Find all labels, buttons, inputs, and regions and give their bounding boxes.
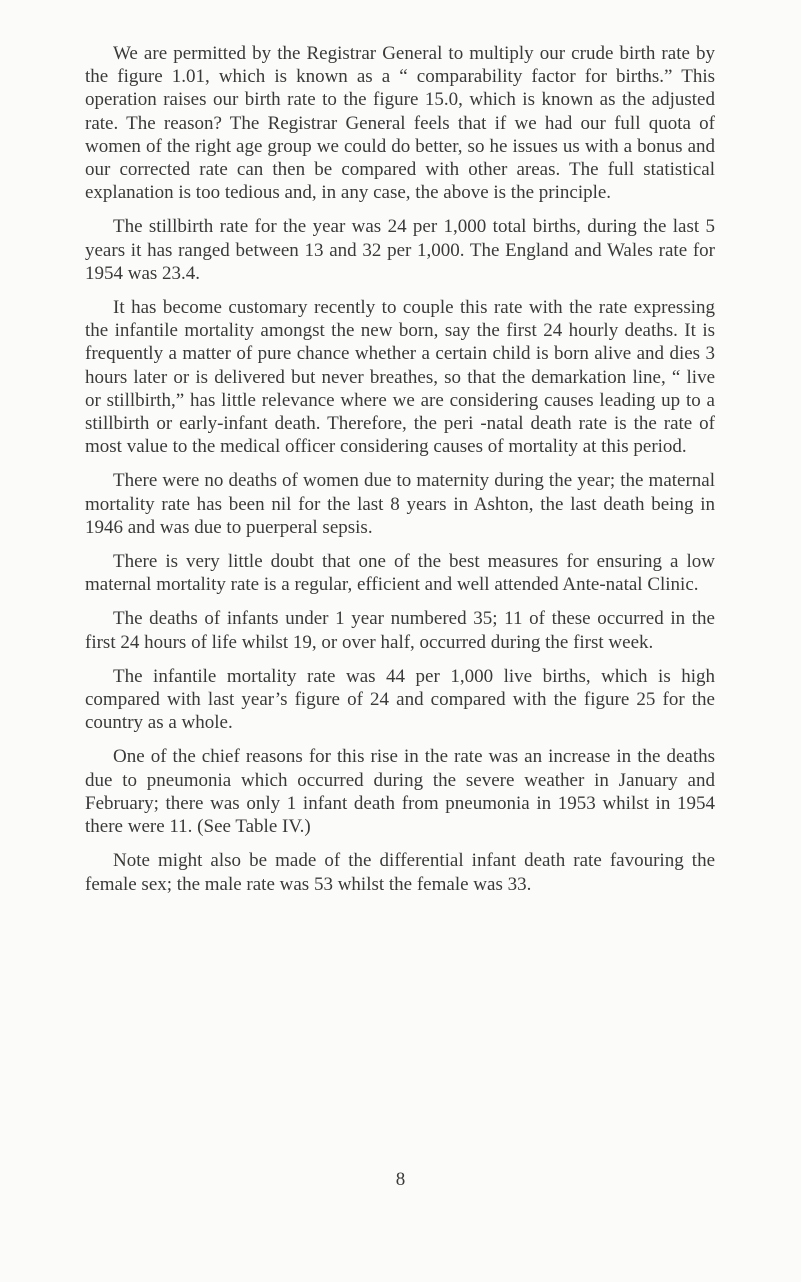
paragraph-pneumonia: One of the chief reasons for this rise in the rate was an increase in the deaths due to pneumonia which occurred during the severe weather in January and February; there was only 1 infant death from pneumonia in 1953 whilst in 1954 there were 11. (See Table IV.) xyxy=(85,746,715,838)
page-number: 8 xyxy=(395,1169,406,1190)
body-text xyxy=(85,42,715,907)
paragraph-infant-deaths: The deaths of infants under 1 year numbered 35; 11 of these occurred in the first 24 hours of life whilst 19, or over half, occurred during the first week. xyxy=(85,608,715,653)
paragraph-antenatal-clinic: There is very little doubt that one of the best measures for ensuring a low maternal mortality rate is a regular, efficient and well attended Ante-natal Clinic. xyxy=(85,551,715,596)
paragraph-sex-differential: Note might also be made of the differential infant death rate favouring the female sex; the male rate was 53 whilst the female was 33. xyxy=(85,850,715,895)
paragraph-maternal-deaths: There were no deaths of women due to maternity during the year; the maternal mortality rate has been nil for the last 8 years in Ashton, the last death being in 1946 and was due to puerperal sepsis. xyxy=(85,470,715,538)
paragraph-perinatal-rate: It has become customary recently to couple this rate with the rate expressing the infantile mortality amongst the new born, say the first 24 hourly deaths. It is frequently a matter of pure chance whether a certain child is born alive and dies 3 hours later or is delivered but never breathes, so that the demarkation line, “ live or stillbirth,” has little relevance where we are considering causes leading up to a stillbirth or early-infant death. Therefore, the peri -natal death rate is the rate of most value to the medical officer considering causes of mortality at this period. xyxy=(85,297,715,458)
paragraph-stillbirth-rate: The stillbirth rate for the year was 24 per 1,000 total births, during the last 5 years it has ranged between 13 and 32 per 1,000. The England and Wales rate for 1954 was 23.4. xyxy=(85,216,715,284)
paragraph-infantile-mortality-rate: The infantile mortality rate was 44 per 1,000 live births, which is high compared with last year’s figure of 24 and compared with the figure 25 for the country as a whole. xyxy=(85,665,715,734)
paragraph-comparability-factor: We are permitted by the Registrar General to multiply our crude birth rate by the figure 1.01, which is known as a “ comparability factor for births.” This operation raises our birth rate to the figure 15.0, which is known as the adjusted rate. The reason? The Registrar General feels that if we had our full quota of women of the right age group we could do better, so he issues us with a bonus and our corrected rate can then be compared with other areas. The full statistical explanation is too tedious and, in any case, the above is the principle. xyxy=(85,43,715,204)
